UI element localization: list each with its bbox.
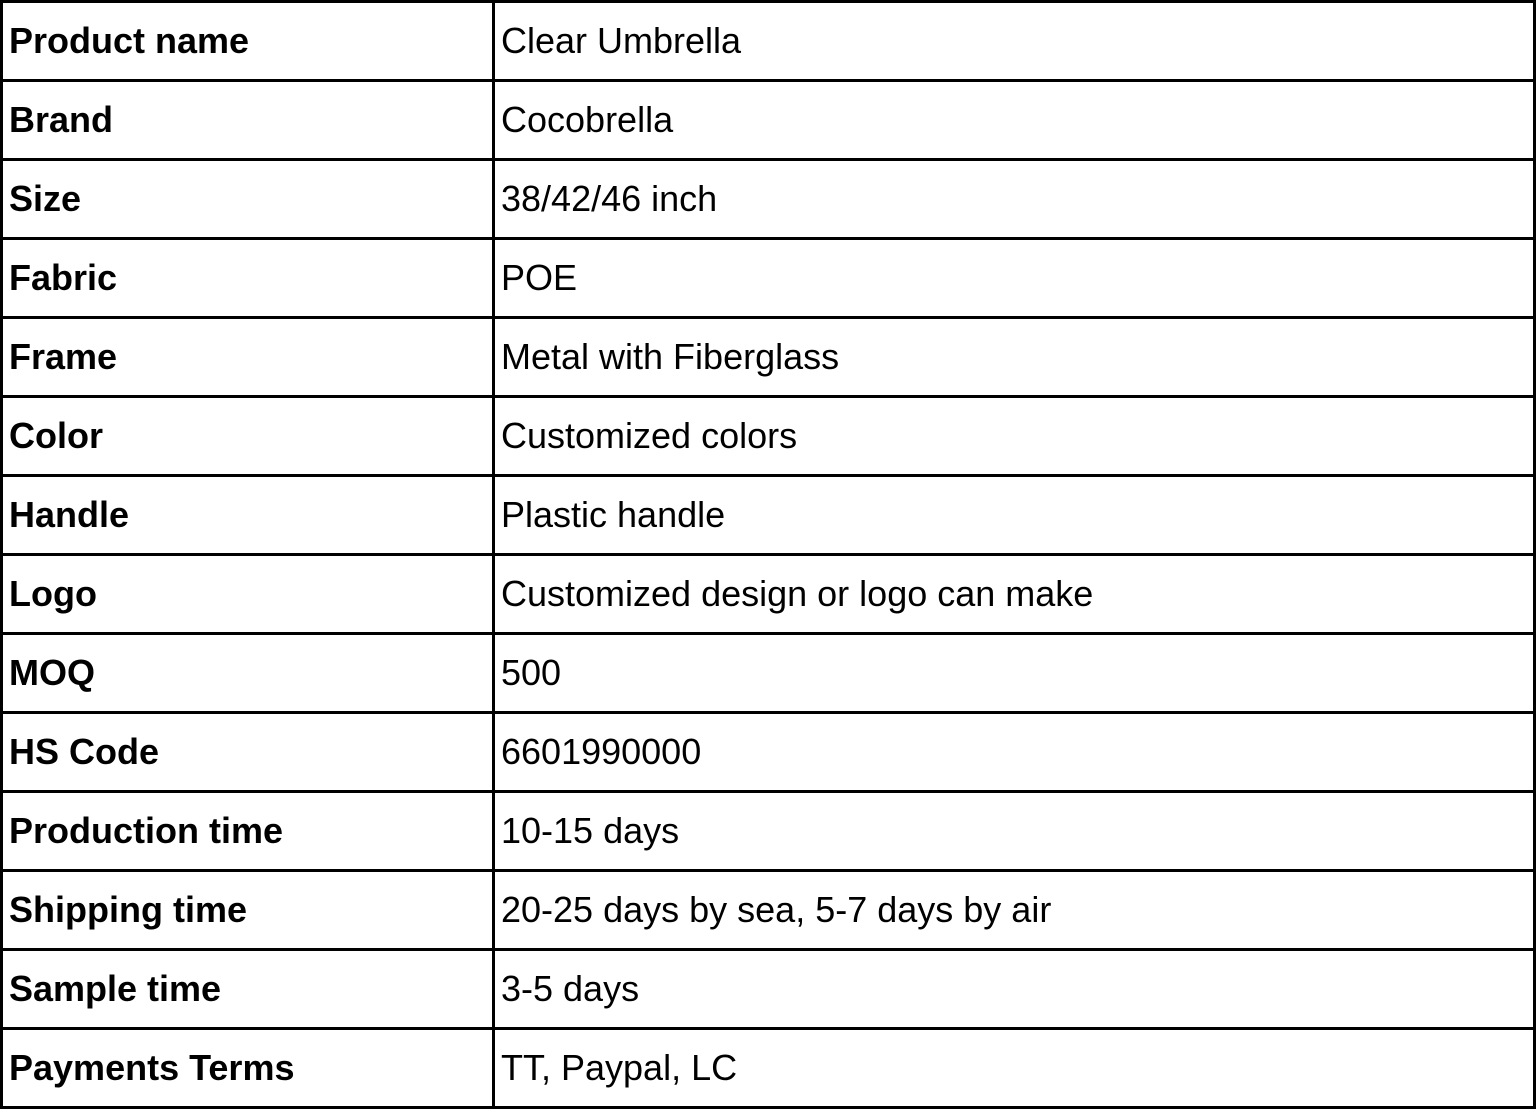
table-row <box>2 397 1535 476</box>
table-row <box>2 555 1535 634</box>
spec-value-cell: Cocobrella <box>494 81 1535 160</box>
spec-label-cell: Payments Terms <box>2 1029 494 1108</box>
table-row <box>2 81 1535 160</box>
spec-label-cell: Size <box>2 160 494 239</box>
spec-label-cell: Brand <box>2 81 494 160</box>
spec-value-cell: TT, Paypal, LC <box>494 1029 1535 1108</box>
table-row <box>2 1029 1535 1108</box>
spec-value-cell: Plastic handle <box>494 476 1535 555</box>
spec-label-cell: Production time <box>2 792 494 871</box>
table-row <box>2 239 1535 318</box>
table-row <box>2 871 1535 950</box>
spec-value-cell: 10-15 days <box>494 792 1535 871</box>
spec-value-cell: 500 <box>494 634 1535 713</box>
spec-label-cell: Product name <box>2 2 494 81</box>
spec-value-cell: 38/42/46 inch <box>494 160 1535 239</box>
spec-value-cell: Customized design or logo can make <box>494 555 1535 634</box>
spec-label-cell: Fabric <box>2 239 494 318</box>
spec-value-cell: 6601990000 <box>494 713 1535 792</box>
spec-label-cell: HS Code <box>2 713 494 792</box>
spec-value-cell: Metal with Fiberglass <box>494 318 1535 397</box>
spec-value-cell: Clear Umbrella <box>494 2 1535 81</box>
spec-value-cell: 20-25 days by sea, 5-7 days by air <box>494 871 1535 950</box>
spec-table-body <box>2 2 1535 1108</box>
table-row <box>2 318 1535 397</box>
table-row <box>2 476 1535 555</box>
spec-label-cell: Sample time <box>2 950 494 1029</box>
table-row <box>2 792 1535 871</box>
table-row <box>2 713 1535 792</box>
table-row <box>2 160 1535 239</box>
table-row <box>2 2 1535 81</box>
spec-label-cell: MOQ <box>2 634 494 713</box>
table-row <box>2 950 1535 1029</box>
spec-label-cell: Handle <box>2 476 494 555</box>
spec-value-cell: 3-5 days <box>494 950 1535 1029</box>
spec-label-cell: Shipping time <box>2 871 494 950</box>
spec-value-cell: POE <box>494 239 1535 318</box>
spec-label-cell: Color <box>2 397 494 476</box>
table-row <box>2 634 1535 713</box>
spec-value-cell: Customized colors <box>494 397 1535 476</box>
spec-label-cell: Frame <box>2 318 494 397</box>
spec-label-cell: Logo <box>2 555 494 634</box>
